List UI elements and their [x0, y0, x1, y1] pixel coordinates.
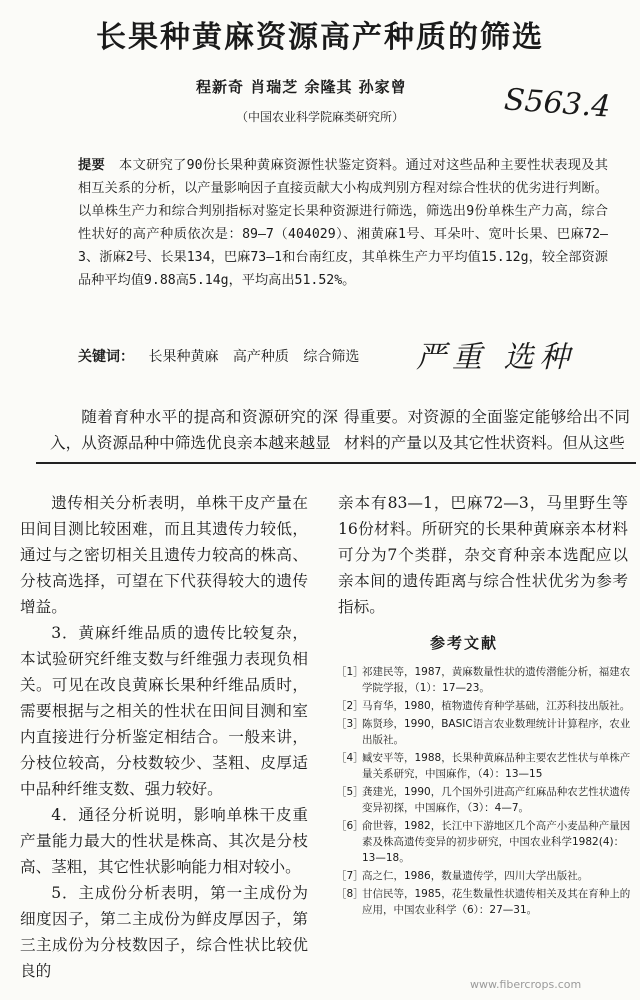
handwritten-classification-note: S563.4	[502, 82, 612, 125]
body-right-column: 亲本有83—1，巴麻72—3，马里野生等16份材料。所研究的长果种黄麻亲本材料可分为7个类群，杂交育种亲本选配应以亲本间的遗传距离与综合性状优劣为参考指标。	[338, 494, 628, 616]
reference-text: 甘信民等，1985，花生数量性状遗传相关及其在育种上的应用，中国农业科学（6）：27—31。	[362, 888, 631, 916]
reference-text: 龚建光，1990，几个国外引进高产红麻品种农艺性状遗传变异初探，中国麻作，（3）：4—7。	[362, 786, 631, 814]
reference-text: 高之仁，1986，数量遗传学，四川大学出版社。	[362, 870, 589, 882]
reference-item	[336, 750, 632, 782]
intro-right-column: 得重要。对资源的全面鉴定能够给出不同材料的产量以及其它性状资料。但从这些	[344, 408, 630, 452]
reference-number: ［8］	[336, 888, 364, 900]
reference-item	[336, 818, 632, 866]
site-watermark: www.fibercrops.com	[470, 978, 582, 991]
paper-title: 长果种黄麻资源高产种质的筛选	[96, 20, 544, 55]
abstract-block	[78, 154, 608, 292]
intro-left-column: 随着育种水平的提高和资源研究的深入，从资源品种中筛选优良亲本越来越显	[50, 408, 338, 452]
reference-text: 俞世蓉，1982，长江中下游地区几个高产小麦品种产量因素及株高遗传变异的初步研究，中国农业科学1982(4)：13—18。	[362, 820, 631, 864]
handwritten-signature: 严重 选种	[416, 340, 576, 375]
reference-number: ［4］	[336, 752, 364, 764]
reference-item	[336, 698, 632, 714]
abstract-text: 本文研究了90份长果种黄麻资源性状鉴定资料。通过对这些品种主要性状表现及其相互关系的分析，以产量影响因子直接贡献大小构成判别方程对综合性状的优劣进行判断。以单株生产力和综合判别指标对鉴定长果种资源进行筛选，筛选出9份单株生产力高，综合性状好的高产种质依次是：89—7（404029）、湘黄麻1号、耳朵叶、宽叶长果、巴麻72—3、浙麻2号、长果134，巴麻73—1和台南红皮，其单株生产力平均值15.12g，较全部资源品种平均值9.88高5.14g，平均高出51.52%。	[78, 158, 608, 288]
page-divider	[36, 462, 636, 464]
body-paragraph: 3．黄麻纤维品质的遗传比较复杂，本试验研究纤维支数与纤维强力表现负相关。可见在改良黄麻长果种纤维品质时，需要根据与之相关的性状在田间目测和室内直接进行分析鉴定相结合。一般来讲，分枝位较高，分枝数较少、茎粗、皮厚适中品种纤维支数、强力较好。	[20, 624, 308, 798]
reference-number: ［2］	[336, 700, 364, 712]
body-left-column	[20, 490, 308, 984]
keyword-item: 综合筛选	[303, 349, 360, 365]
reference-item	[336, 784, 632, 816]
reference-number: ［7］	[336, 870, 364, 882]
reference-number: ［5］	[336, 786, 364, 798]
reference-item	[336, 886, 632, 918]
body-paragraph: 5．主成份分析表明，第一主成份为细度因子，第二主成份为鲜皮厚因子，第三主成份为分枝数因子，综合性状比较优良的	[20, 884, 308, 980]
keyword-item: 高产种质	[232, 349, 289, 365]
references-title: 参考文献	[430, 634, 499, 652]
keywords-label: 关键词：	[78, 349, 134, 365]
keyword-item: 长果种黄麻	[148, 349, 219, 365]
reference-text: 马育华，1980，植物遗传育种学基础，江苏科技出版社。	[362, 700, 631, 712]
body-paragraph: 遗传相关分析表明，单株干皮产量在田间目测比较困难，而且其遗传力较低，通过与之密切相关且遗传力较高的株高、分枝高选择，可望在下代获得较大的遗传增益。	[20, 494, 308, 616]
reference-text: 陈贤珍，1990，BASIC语言农业数理统计计算程序，农业出版社。	[362, 718, 631, 746]
author-list: 程新奇 肖瑞芝 余隆其 孙家曾	[196, 78, 407, 96]
abstract-label: 提要	[78, 158, 106, 173]
affiliation: （中国农业科学院麻类研究所）	[235, 110, 404, 124]
reference-text: 臧安平等，1988，长果种黄麻品种主要农艺性状与单株产量关系研究，中国麻作，（4）：13—15	[362, 752, 631, 780]
reference-item	[336, 868, 632, 884]
reference-number: ［1］	[336, 666, 364, 678]
references-list	[336, 664, 632, 920]
reference-number: ［3］	[336, 718, 364, 730]
reference-item	[336, 716, 632, 748]
body-paragraph: 4．通径分析说明，影响单株干皮重产量能力最大的性状是株高、其次是分枝高、茎粗，其它性状影响能力相对较小。	[20, 806, 308, 876]
reference-item	[336, 664, 632, 696]
reference-number: ［6］	[336, 820, 364, 832]
reference-text: 祁建民等，1987，黄麻数量性状的遗传潜能分析，福建农学院学报，（1）：17—23。	[362, 666, 631, 694]
